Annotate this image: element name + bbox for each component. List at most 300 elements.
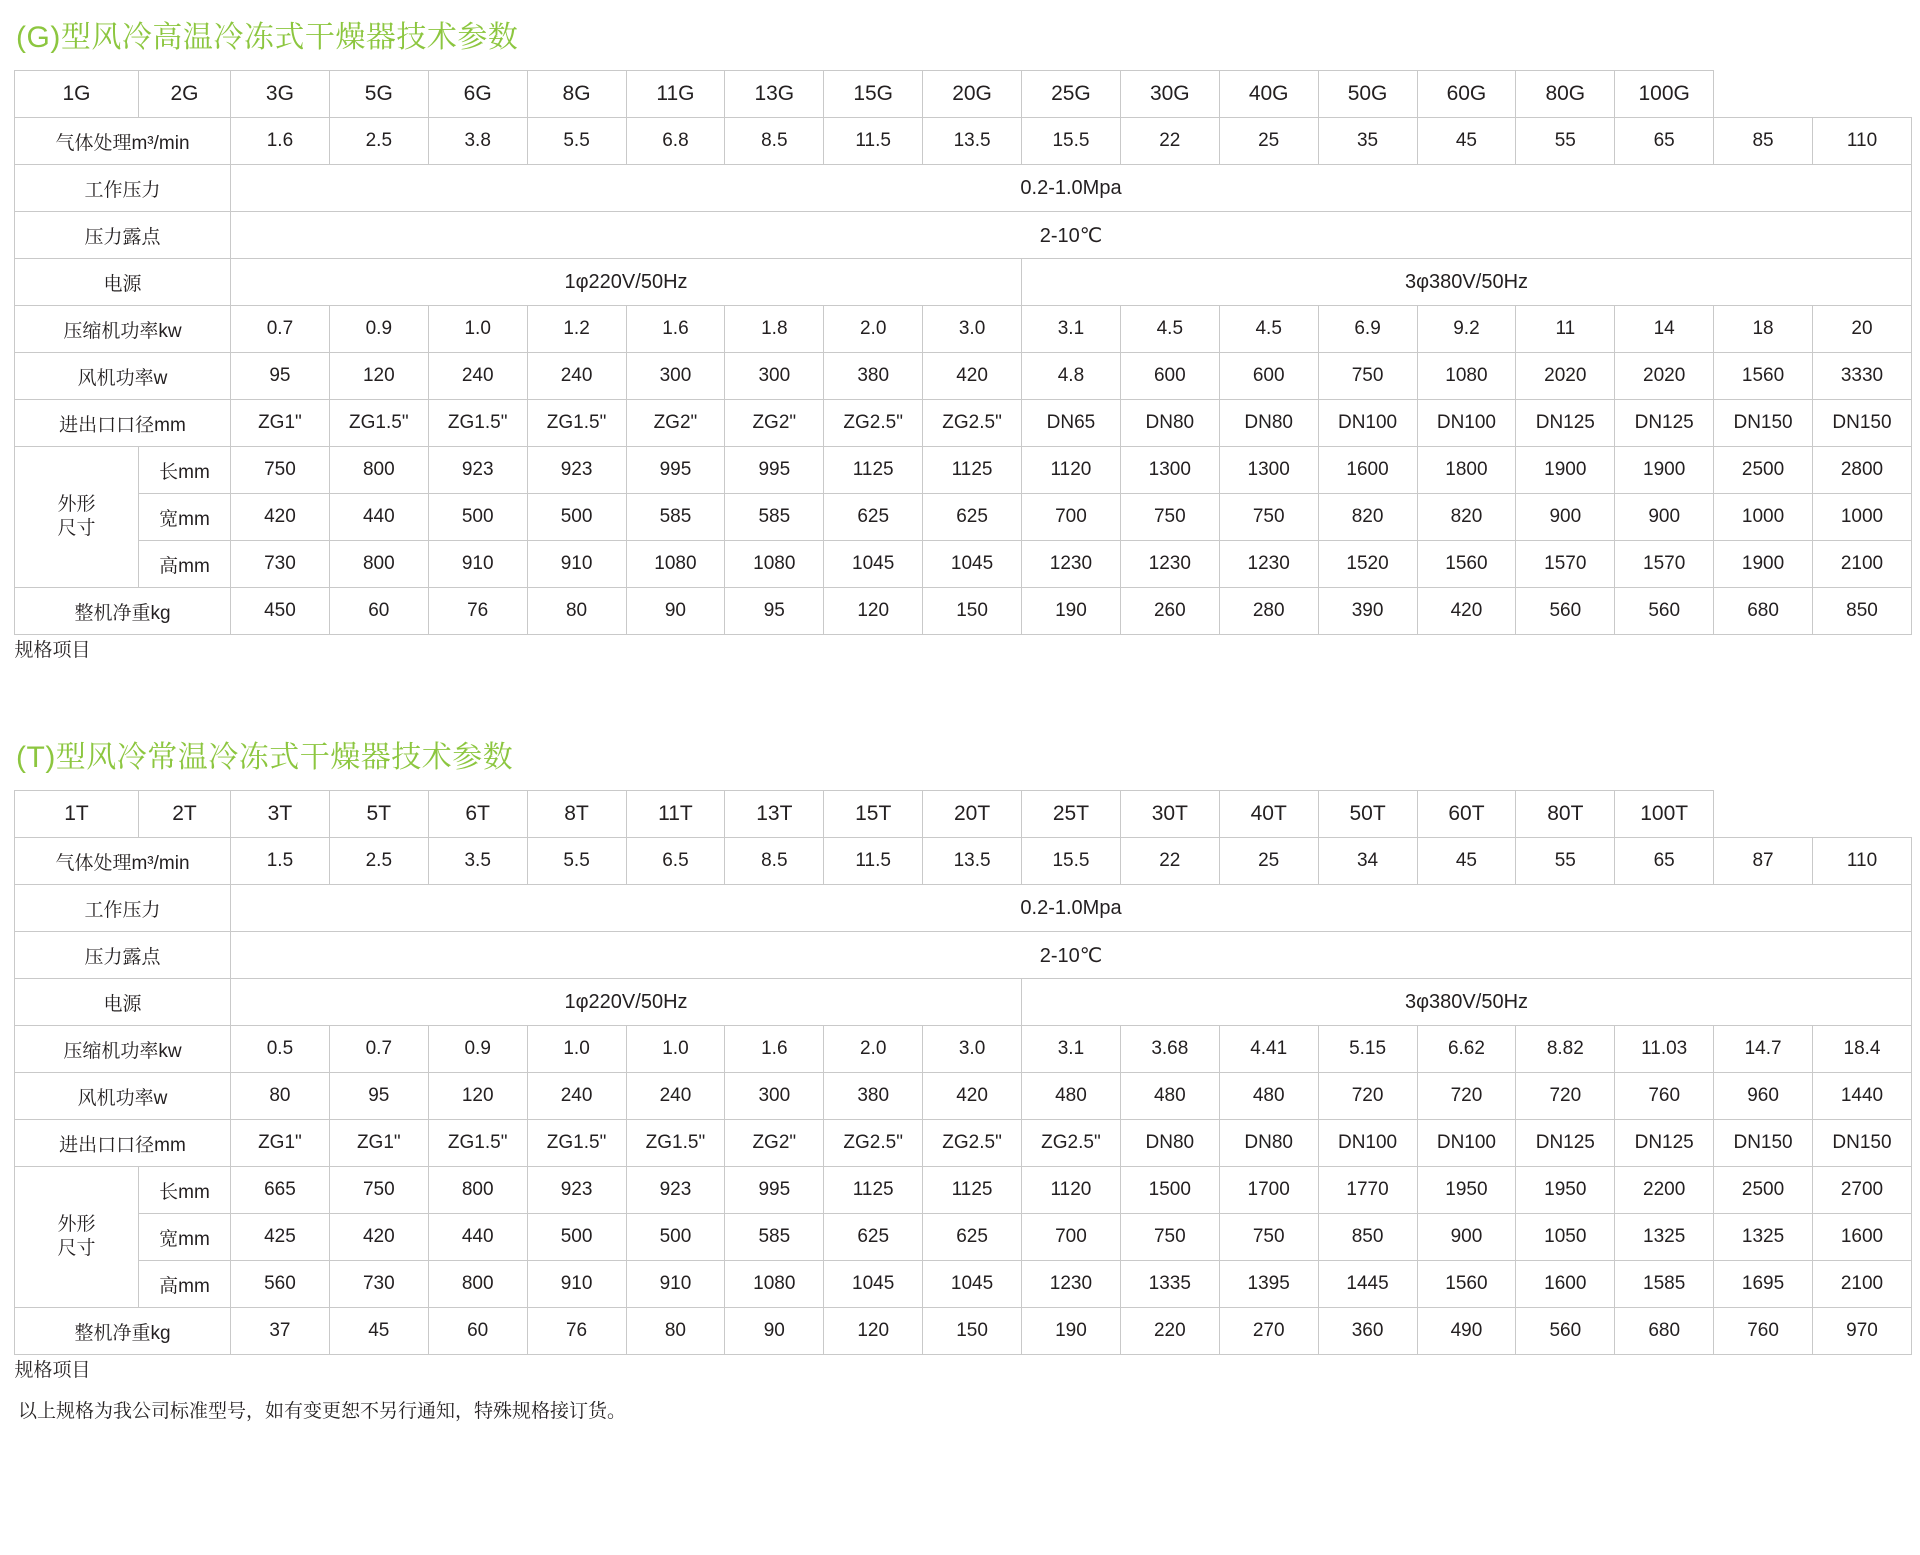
cell: 1080 <box>626 541 725 588</box>
cell: DN125 <box>1615 400 1714 447</box>
cell: 150 <box>923 588 1022 635</box>
cell: 190 <box>1022 1308 1121 1355</box>
cell: 1800 <box>1417 447 1516 494</box>
cell: 1.2 <box>527 306 626 353</box>
cell: 1.6 <box>725 1026 824 1073</box>
cell: 150 <box>923 1308 1022 1355</box>
cell: 1230 <box>1120 541 1219 588</box>
cell: ZG2.5" <box>824 400 923 447</box>
cell: ZG1" <box>329 1120 428 1167</box>
row-split-value: 3φ380V/50Hz <box>1022 259 1912 306</box>
cell: 923 <box>626 1167 725 1214</box>
cell: 240 <box>527 353 626 400</box>
cell: 560 <box>1615 588 1714 635</box>
cell: 65 <box>1615 118 1714 165</box>
model-header-2T: 2T <box>139 791 231 838</box>
cell: 900 <box>1417 1214 1516 1261</box>
cell: 900 <box>1615 494 1714 541</box>
cell: DN125 <box>1615 1120 1714 1167</box>
cell: 45 <box>1417 118 1516 165</box>
table-row <box>15 1073 1912 1120</box>
cell: 500 <box>428 494 527 541</box>
table-header-row <box>15 71 1912 118</box>
cell: 440 <box>428 1214 527 1261</box>
model-header-13G: 13G <box>725 71 824 118</box>
row-label: 高mm <box>139 541 231 588</box>
row-label: 气体处理m³/min <box>15 118 231 165</box>
cell: 2500 <box>1714 1167 1813 1214</box>
cell: ZG1.5" <box>626 1120 725 1167</box>
cell: DN65 <box>1022 400 1121 447</box>
cell: 450 <box>231 588 330 635</box>
cell: 1520 <box>1318 541 1417 588</box>
spec-table-g: 1G 2G 3G 5G 6G 8G 11G 13G 15G 20G 25G 30G 40G 50G 60G 80G 100G 气体处理m³/min 1.6 2.5 3.8 5.5 6.8 8.5 11.5 13.5 15.5 22 25 35 45 55 65 85 110 工作压力 0.2-1.0Mpa 压力露点 2-10℃ 电源 1φ220V/50Hz 3φ380V/50Hz 压缩机功率kw 0.7 0.9 1.0 1.2 1.6 1.8 2.0 3.0 3.1 4.5 4.5 6.9 9.2 11 14 18 20 风机功率w 95 120 240 240 300 300 380 420 4.8 600 600 750 1080 2020 2020 1560 3330 进出口口径mm ZG1" ZG1.5" ZG1.5" ZG1.5" ZG2" ZG2" ZG2.5" ZG2.5" DN65 DN80 DN80 DN100 DN100 DN125 DN125 DN150 DN150 外形 尺寸 长mm 750 800 923 923 995 995 1125 1125 1120 1300 1300 1600 1800 1900 1900 2500 2800 宽mm 420 440 500 500 585 585 625 625 700 750 750 820 820 900 900 1000 1000 高mm 730 800 910 910 1080 1080 1045 1045 1230 1230 1230 1520 1560 1570 1570 1900 2100 整机净重kg 450 60 76 80 90 95 120 150 190 260 280 390 420 560 560 680 850 规格项目 <box>14 70 1912 662</box>
cell: 4.5 <box>1219 306 1318 353</box>
cell: 680 <box>1714 588 1813 635</box>
cell: 95 <box>231 353 330 400</box>
cell: 1230 <box>1219 541 1318 588</box>
cell: 1.5 <box>231 838 330 885</box>
section-title-g: (G)型风冷高温冷冻式干燥器技术参数 <box>16 21 519 54</box>
cell: 4.5 <box>1120 306 1219 353</box>
cell: 1770 <box>1318 1167 1417 1214</box>
table-row <box>15 353 1912 400</box>
cell: DN125 <box>1516 400 1615 447</box>
cell: 110 <box>1813 118 1912 165</box>
cell: 6.8 <box>626 118 725 165</box>
cell: 34 <box>1318 838 1417 885</box>
model-header-1G: 1G <box>15 71 139 118</box>
cell: 14.7 <box>1714 1026 1813 1073</box>
cell: 560 <box>231 1261 330 1308</box>
model-header-1T: 1T <box>15 791 139 838</box>
cell: 8.5 <box>725 838 824 885</box>
cell: 45 <box>329 1308 428 1355</box>
cell: 720 <box>1516 1073 1615 1120</box>
model-header-11T: 11T <box>626 791 725 838</box>
row-label: 整机净重kg <box>15 588 231 635</box>
cell: 625 <box>923 494 1022 541</box>
row-label: 压力露点 <box>15 932 231 979</box>
row-label: 电源 <box>15 259 231 306</box>
cell: 300 <box>725 353 824 400</box>
cell: 1950 <box>1516 1167 1615 1214</box>
table-row <box>15 447 1912 494</box>
cell: 380 <box>824 1073 923 1120</box>
row-label: 长mm <box>139 447 231 494</box>
section-spacer <box>12 662 1910 720</box>
corner-item-label: 项目 <box>52 640 91 661</box>
cell: 3.5 <box>428 838 527 885</box>
model-header-60T: 60T <box>1417 791 1516 838</box>
table-row <box>15 400 1912 447</box>
cell: 190 <box>1022 588 1121 635</box>
cell: 55 <box>1516 118 1615 165</box>
cell: 1125 <box>824 1167 923 1214</box>
cell: 22 <box>1120 118 1219 165</box>
cell: 3.0 <box>923 306 1022 353</box>
cell: 240 <box>428 353 527 400</box>
cell: 585 <box>725 494 824 541</box>
cell: 1045 <box>824 1261 923 1308</box>
model-header-6G: 6G <box>428 71 527 118</box>
cell: 995 <box>626 447 725 494</box>
row-span-value: 2-10℃ <box>231 932 1912 979</box>
cell: 1570 <box>1615 541 1714 588</box>
cell: 760 <box>1714 1308 1813 1355</box>
table-row <box>15 259 1912 306</box>
cell: 1.6 <box>231 118 330 165</box>
cell: 1325 <box>1615 1214 1714 1261</box>
cell: 625 <box>923 1214 1022 1261</box>
model-header-80G: 80G <box>1516 71 1615 118</box>
cell: 1125 <box>923 447 1022 494</box>
cell: 1600 <box>1318 447 1417 494</box>
cell: 80 <box>527 588 626 635</box>
cell: 3.1 <box>1022 1026 1121 1073</box>
table-row <box>15 1120 1912 1167</box>
cell: DN80 <box>1120 1120 1219 1167</box>
cell: 1560 <box>1417 1261 1516 1308</box>
model-header-25G: 25G <box>1022 71 1121 118</box>
cell: 1000 <box>1714 494 1813 541</box>
cell: 260 <box>1120 588 1219 635</box>
row-label: 风机功率w <box>15 1073 231 1120</box>
cell: 800 <box>329 541 428 588</box>
cell: ZG2.5" <box>923 400 1022 447</box>
row-span-value: 0.2-1.0Mpa <box>231 885 1912 932</box>
cell: 2800 <box>1813 447 1912 494</box>
cell: 910 <box>527 1261 626 1308</box>
spec-sheet-page <box>0 12 1920 1423</box>
cell: 625 <box>824 494 923 541</box>
table-row <box>15 165 1912 212</box>
cell: 500 <box>626 1214 725 1261</box>
cell: 8.5 <box>725 118 824 165</box>
cell: 360 <box>1318 1308 1417 1355</box>
cell: 110 <box>1813 838 1912 885</box>
cell: 76 <box>428 588 527 635</box>
cell: 750 <box>1318 353 1417 400</box>
cell: DN150 <box>1714 1120 1813 1167</box>
row-label: 工作压力 <box>15 165 231 212</box>
cell: 730 <box>329 1261 428 1308</box>
cell: 3.68 <box>1120 1026 1219 1073</box>
cell: 2100 <box>1813 1261 1912 1308</box>
row-label: 气体处理m³/min <box>15 838 231 885</box>
row-split-value: 3φ380V/50Hz <box>1022 979 1912 1026</box>
cell: 18 <box>1714 306 1813 353</box>
row-label: 整机净重kg <box>15 1308 231 1355</box>
table-row <box>15 212 1912 259</box>
cell: 995 <box>725 1167 824 1214</box>
cell: 1440 <box>1813 1073 1912 1120</box>
cell: 1560 <box>1714 353 1813 400</box>
cell: 1560 <box>1417 541 1516 588</box>
cell: 25 <box>1219 838 1318 885</box>
model-header-11G: 11G <box>626 71 725 118</box>
cell: 4.41 <box>1219 1026 1318 1073</box>
cell: DN100 <box>1417 400 1516 447</box>
cell: 45 <box>1417 838 1516 885</box>
cell: 14 <box>1615 306 1714 353</box>
cell: 80 <box>231 1073 330 1120</box>
cell: 960 <box>1714 1073 1813 1120</box>
cell: 1050 <box>1516 1214 1615 1261</box>
cell: 22 <box>1120 838 1219 885</box>
cell: 1900 <box>1714 541 1813 588</box>
footnote: 以上规格为我公司标准型号，如有变更恕不另行通知，特殊规格接订货。 <box>18 1401 627 1422</box>
cell: 76 <box>527 1308 626 1355</box>
table-row <box>15 838 1912 885</box>
table-row <box>15 1026 1912 1073</box>
model-header-3G: 3G <box>231 71 330 118</box>
cell: 700 <box>1022 494 1121 541</box>
cell: 220 <box>1120 1308 1219 1355</box>
cell: 730 <box>231 541 330 588</box>
table-row <box>15 979 1912 1026</box>
cell: 420 <box>923 1073 1022 1120</box>
cell: 2020 <box>1615 353 1714 400</box>
model-header-13T: 13T <box>725 791 824 838</box>
model-header-100G: 100G <box>1615 71 1714 118</box>
cell: 923 <box>428 447 527 494</box>
cell: 87 <box>1714 838 1813 885</box>
model-header-25T: 25T <box>1022 791 1121 838</box>
row-label: 高mm <box>139 1261 231 1308</box>
cell: 1300 <box>1120 447 1219 494</box>
cell: 2700 <box>1813 1167 1912 1214</box>
cell: 13.5 <box>923 838 1022 885</box>
cell: 2200 <box>1615 1167 1714 1214</box>
cell: 0.7 <box>329 1026 428 1073</box>
cell: 2.5 <box>329 118 428 165</box>
cell: 3.8 <box>428 118 527 165</box>
cell: ZG2" <box>725 400 824 447</box>
model-header-5G: 5G <box>329 71 428 118</box>
table-row <box>15 1214 1912 1261</box>
cell: 600 <box>1219 353 1318 400</box>
cell: 560 <box>1516 588 1615 635</box>
cell: 995 <box>725 447 824 494</box>
cell: 1045 <box>824 541 923 588</box>
cell: 1445 <box>1318 1261 1417 1308</box>
cell: 1080 <box>725 1261 824 1308</box>
cell: 65 <box>1615 838 1714 885</box>
cell: 300 <box>725 1073 824 1120</box>
cell: 240 <box>527 1073 626 1120</box>
cell: 3.0 <box>923 1026 1022 1073</box>
cell: 11.5 <box>824 838 923 885</box>
cell: DN150 <box>1813 1120 1912 1167</box>
table-row <box>15 1167 1912 1214</box>
cell: 37 <box>231 1308 330 1355</box>
cell: 800 <box>428 1261 527 1308</box>
cell: 585 <box>626 494 725 541</box>
cell: 1230 <box>1022 1261 1121 1308</box>
model-header-15G: 15G <box>824 71 923 118</box>
model-header-40T: 40T <box>1219 791 1318 838</box>
cell: 420 <box>1417 588 1516 635</box>
cell: 0.5 <box>231 1026 330 1073</box>
cell: 15.5 <box>1022 118 1121 165</box>
cell: 420 <box>923 353 1022 400</box>
cell: 25 <box>1219 118 1318 165</box>
cell: 500 <box>527 494 626 541</box>
model-header-50T: 50T <box>1318 791 1417 838</box>
cell: 585 <box>725 1214 824 1261</box>
dimension-group-label: 外形 尺寸 <box>15 1167 139 1308</box>
cell: 800 <box>428 1167 527 1214</box>
row-label: 宽mm <box>139 1214 231 1261</box>
cell: 1950 <box>1417 1167 1516 1214</box>
cell: 1900 <box>1615 447 1714 494</box>
cell: 20 <box>1813 306 1912 353</box>
cell: 1395 <box>1219 1261 1318 1308</box>
cell: 1325 <box>1714 1214 1813 1261</box>
cell: 750 <box>231 447 330 494</box>
cell: 1335 <box>1120 1261 1219 1308</box>
cell: 480 <box>1219 1073 1318 1120</box>
table-header-row <box>15 791 1912 838</box>
model-header-30T: 30T <box>1120 791 1219 838</box>
model-header-30G: 30G <box>1120 71 1219 118</box>
cell: 923 <box>527 447 626 494</box>
cell: 6.9 <box>1318 306 1417 353</box>
cell: 35 <box>1318 118 1417 165</box>
cell: 120 <box>428 1073 527 1120</box>
cell: 3330 <box>1813 353 1912 400</box>
cell: DN80 <box>1219 1120 1318 1167</box>
cell: 500 <box>527 1214 626 1261</box>
cell: 1.6 <box>626 306 725 353</box>
cell: 1125 <box>824 447 923 494</box>
cell: 480 <box>1022 1073 1121 1120</box>
row-split-value: 1φ220V/50Hz <box>231 979 1022 1026</box>
cell: ZG1.5" <box>428 400 527 447</box>
cell: 910 <box>626 1261 725 1308</box>
cell: 8.82 <box>1516 1026 1615 1073</box>
cell: 2500 <box>1714 447 1813 494</box>
row-label: 进出口口径mm <box>15 1120 231 1167</box>
cell: 11 <box>1516 306 1615 353</box>
cell: 5.5 <box>527 118 626 165</box>
table-row <box>15 932 1912 979</box>
cell: 1120 <box>1022 447 1121 494</box>
cell: 750 <box>1120 1214 1219 1261</box>
table-row <box>15 494 1912 541</box>
cell: 680 <box>1615 1308 1714 1355</box>
cell: 1230 <box>1022 541 1121 588</box>
cell: 120 <box>824 1308 923 1355</box>
cell: ZG2.5" <box>824 1120 923 1167</box>
table-row <box>15 306 1912 353</box>
cell: 440 <box>329 494 428 541</box>
cell: 750 <box>329 1167 428 1214</box>
model-header-20G: 20G <box>923 71 1022 118</box>
cell: 1045 <box>923 1261 1022 1308</box>
cell: 18.4 <box>1813 1026 1912 1073</box>
cell: 0.9 <box>329 306 428 353</box>
cell: 910 <box>527 541 626 588</box>
model-header-5T: 5T <box>329 791 428 838</box>
cell: 800 <box>329 447 428 494</box>
row-span-value: 0.2-1.0Mpa <box>231 165 1912 212</box>
cell: DN150 <box>1813 400 1912 447</box>
table-row <box>15 118 1912 165</box>
cell: 300 <box>626 353 725 400</box>
cell: 95 <box>725 588 824 635</box>
cell: 820 <box>1417 494 1516 541</box>
cell: DN80 <box>1219 400 1318 447</box>
cell: 280 <box>1219 588 1318 635</box>
cell: ZG1.5" <box>329 400 428 447</box>
table-row <box>15 1308 1912 1355</box>
cell: 720 <box>1318 1073 1417 1120</box>
cell: DN125 <box>1516 1120 1615 1167</box>
cell: 270 <box>1219 1308 1318 1355</box>
row-label: 工作压力 <box>15 885 231 932</box>
model-header-6T: 6T <box>428 791 527 838</box>
cell: DN100 <box>1318 400 1417 447</box>
cell: 1695 <box>1714 1261 1813 1308</box>
cell: 380 <box>824 353 923 400</box>
cell: 1300 <box>1219 447 1318 494</box>
section-title-t: (T)型风冷常温冷冻式干燥器技术参数 <box>16 741 514 774</box>
cell: 1000 <box>1813 494 1912 541</box>
spec-table-t: 1T 2T 3T 5T 6T 8T 11T 13T 15T 20T 25T 30T 40T 50T 60T 80T 100T 气体处理m³/min 1.5 2.5 3.5 5.5 6.5 8.5 11.5 13.5 15.5 22 25 34 45 55 65 87 110 工作压力 0.2-1.0Mpa 压力露点 2-10℃ 电源 1φ220V/50Hz 3φ380V/50Hz 压缩机功率kw 0.5 0.7 0.9 1.0 1.0 1.6 2.0 3.0 3.1 3.68 4.41 5.15 6.62 8.82 11.03 14.7 18.4 风机功率w 80 95 120 240 240 300 380 420 480 480 480 720 720 720 760 960 1440 进出口口径mm ZG1" ZG1" ZG1.5" ZG1.5" ZG1.5" ZG2" ZG2.5" ZG2.5" ZG2.5" DN80 DN80 DN100 DN100 DN125 DN125 DN150 DN150 外形 尺寸 长mm 665 750 800 923 923 995 1125 1125 1120 1500 1700 1770 1950 1950 2200 2500 2700 宽mm 425 420 440 500 500 585 625 625 700 750 750 850 900 1050 1325 1325 1600 高mm 560 730 800 910 910 1080 1045 1045 1230 1335 1395 1445 1560 1600 1585 1695 2100 整机净重kg 37 45 60 76 80 90 120 150 190 220 270 360 490 560 680 760 970 规格项目 <box>14 790 1912 1382</box>
cell: 490 <box>1417 1308 1516 1355</box>
cell: 923 <box>527 1167 626 1214</box>
cell: DN150 <box>1714 400 1813 447</box>
cell: 970 <box>1813 1308 1912 1355</box>
cell: 850 <box>1813 588 1912 635</box>
cell: 1080 <box>1417 353 1516 400</box>
cell: 1.0 <box>527 1026 626 1073</box>
row-span-value: 2-10℃ <box>231 212 1912 259</box>
cell: ZG2.5" <box>1022 1120 1121 1167</box>
cell: 600 <box>1120 353 1219 400</box>
cell: ZG1.5" <box>527 400 626 447</box>
cell: 2020 <box>1516 353 1615 400</box>
cell: ZG2.5" <box>923 1120 1022 1167</box>
cell: ZG1" <box>231 1120 330 1167</box>
cell: 240 <box>626 1073 725 1120</box>
cell: 1120 <box>1022 1167 1121 1214</box>
cell: 2.0 <box>824 1026 923 1073</box>
cell: 1585 <box>1615 1261 1714 1308</box>
cell: 120 <box>824 588 923 635</box>
cell: 4.8 <box>1022 353 1121 400</box>
cell: 750 <box>1120 494 1219 541</box>
cell: 2100 <box>1813 541 1912 588</box>
cell: 1500 <box>1120 1167 1219 1214</box>
model-header-100T: 100T <box>1615 791 1714 838</box>
cell: 1600 <box>1813 1214 1912 1261</box>
cell: DN100 <box>1417 1120 1516 1167</box>
cell: 0.9 <box>428 1026 527 1073</box>
row-label: 进出口口径mm <box>15 400 231 447</box>
dimension-group-label: 外形 尺寸 <box>15 447 139 588</box>
cell: 15.5 <box>1022 838 1121 885</box>
cell: 420 <box>329 1214 428 1261</box>
model-header-50G: 50G <box>1318 71 1417 118</box>
cell: 13.5 <box>923 118 1022 165</box>
cell: 1900 <box>1516 447 1615 494</box>
cell: 910 <box>428 541 527 588</box>
cell: 85 <box>1714 118 1813 165</box>
cell: 665 <box>231 1167 330 1214</box>
